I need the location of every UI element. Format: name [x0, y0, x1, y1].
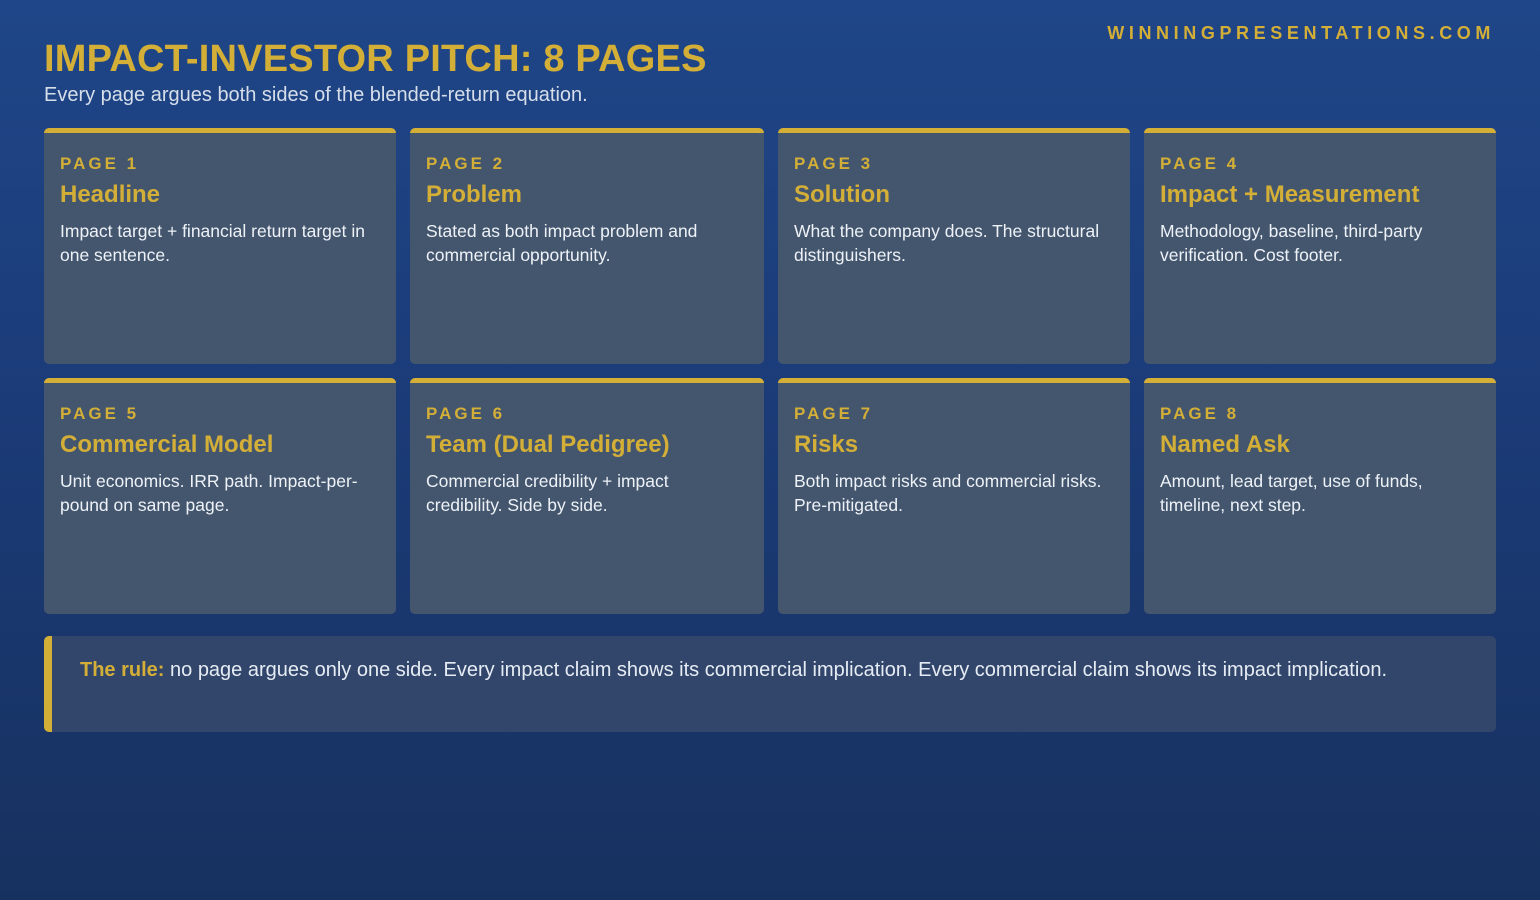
- card-page-number: PAGE 3: [794, 154, 874, 173]
- card-title: Risks: [794, 431, 859, 458]
- page-card-3: [778, 128, 1130, 364]
- card-title: Problem: [426, 181, 523, 208]
- page-card-5: [44, 378, 396, 614]
- card-page-number: PAGE 2: [426, 154, 506, 173]
- page-card-1: [44, 128, 396, 364]
- card-page-number: PAGE 8: [1160, 404, 1240, 423]
- card-title: Named Ask: [1160, 431, 1290, 458]
- card-title: Impact + Measurement: [1160, 181, 1420, 208]
- page-card-2: [410, 128, 764, 364]
- card-page-number: PAGE 7: [794, 404, 874, 423]
- page-card-7: [778, 378, 1130, 614]
- card-title: Solution: [794, 181, 890, 208]
- card-page-number: PAGE 6: [426, 404, 506, 423]
- card-description: Amount, lead target, use of funds, timeline, next step.: [1160, 471, 1423, 515]
- card-description: Commercial credibility + impact credibility. Side by side.: [426, 471, 669, 515]
- page-subtitle: Every page argues both sides of the blended-return equation.: [44, 84, 588, 106]
- rule-callout: [44, 636, 1496, 732]
- card-page-number: PAGE 4: [1160, 154, 1240, 173]
- card-title: Team (Dual Pedigree): [426, 431, 670, 458]
- card-title: Headline: [60, 181, 161, 208]
- card-description: Both impact risks and commercial risks. Pre-mitigated.: [794, 471, 1102, 515]
- card-page-number: PAGE 1: [60, 154, 140, 173]
- page-card-6: [410, 378, 764, 614]
- page-card-8: [1144, 378, 1496, 614]
- rule-label: The rule:: [80, 659, 165, 681]
- rule-text: no page argues only one side. Every impact claim shows its commercial implication. Every commercial claim shows its impact implication.: [164, 659, 1388, 681]
- pages-grid: [44, 128, 1496, 614]
- card-page-number: PAGE 5: [60, 404, 140, 423]
- card-description: Stated as both impact problem and commercial opportunity.: [426, 221, 698, 265]
- card-description: What the company does. The structural distinguishers.: [794, 221, 1100, 265]
- page-title: IMPACT-INVESTOR PITCH: 8 PAGES: [44, 38, 707, 80]
- brand-url: WINNINGPRESENTATIONS.COM: [1107, 23, 1495, 43]
- card-description: Unit economics. IRR path. Impact-per-pound on same page.: [60, 471, 358, 515]
- card-description: Methodology, baseline, third-party verification. Cost footer.: [1160, 221, 1423, 265]
- card-description: Impact target + financial return target in one sentence.: [60, 221, 365, 265]
- page-card-4: [1144, 128, 1496, 364]
- card-title: Commercial Model: [60, 431, 274, 458]
